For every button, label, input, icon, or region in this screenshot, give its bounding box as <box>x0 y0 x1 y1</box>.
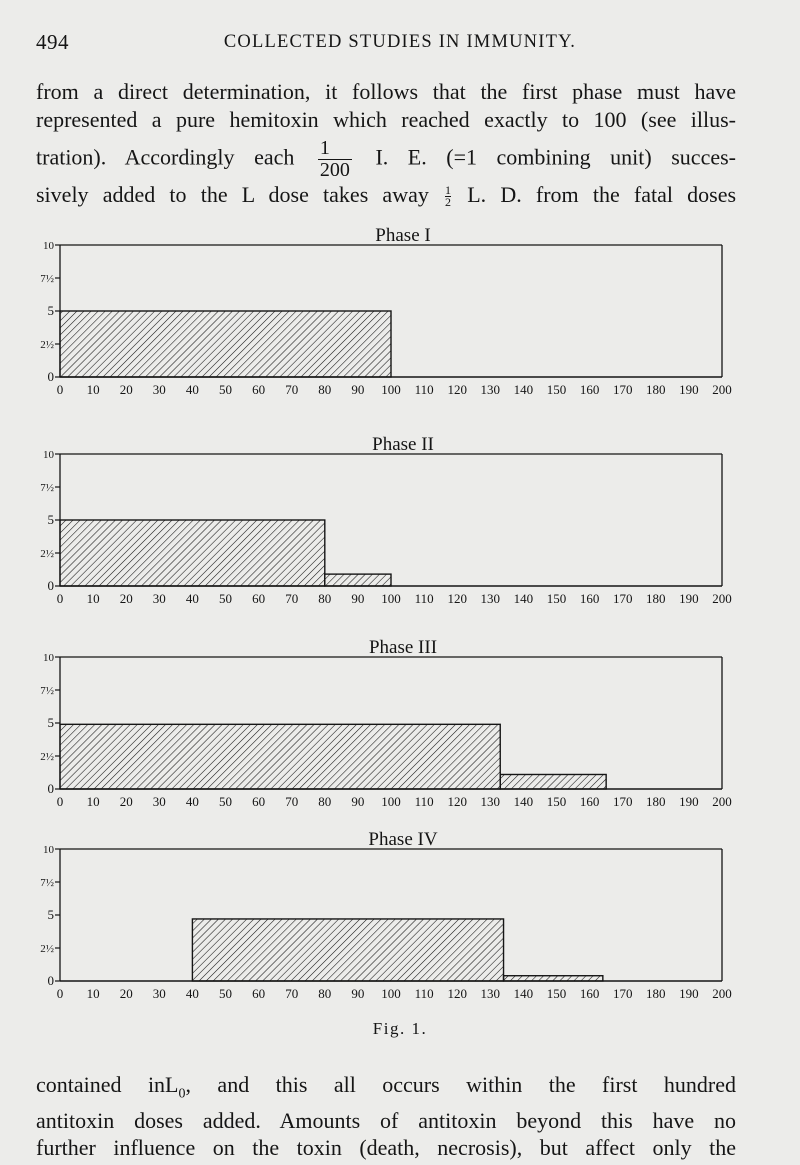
x-tick-label: 10 <box>86 986 100 1001</box>
x-tick-label: 130 <box>480 794 501 809</box>
x-tick-label: 100 <box>381 591 401 606</box>
x-tick-label: 20 <box>119 382 133 397</box>
y-tick-label: 2½ <box>40 943 54 955</box>
x-tick-label: 160 <box>579 382 600 397</box>
x-tick-label: 200 <box>712 986 732 1001</box>
x-tick-label: 180 <box>646 986 666 1001</box>
x-tick-label: 30 <box>152 382 166 397</box>
x-tick-label: 60 <box>252 591 266 606</box>
x-tick-label: 0 <box>56 382 64 397</box>
text-segment: I. E. (=1 combining unit) succes- <box>375 144 736 170</box>
top-paragraph <box>36 78 736 209</box>
text-segment: , and this all occurs within the first hundred <box>185 1072 736 1097</box>
x-tick-label: 170 <box>612 382 633 397</box>
x-tick-label: 0 <box>56 591 64 606</box>
x-tick-label: 0 <box>56 794 64 809</box>
x-tick-label: 70 <box>285 591 299 606</box>
chart-title: Phase III <box>368 637 438 658</box>
hatched-bar-segment <box>192 919 503 981</box>
x-tick-label: 190 <box>679 591 699 606</box>
half-fraction <box>445 185 451 208</box>
x-tick-label: 80 <box>318 591 332 606</box>
x-tick-label: 160 <box>579 794 600 809</box>
x-tick-label: 20 <box>119 794 133 809</box>
chart-title: Phase IV <box>368 829 438 850</box>
phase-chart <box>40 434 732 606</box>
y-tick-label: 0 <box>47 578 54 593</box>
y-tick-label: 10 <box>43 449 54 461</box>
running-title: COLLECTED STUDIES IN IMMUNITY. <box>223 32 577 52</box>
x-tick-label: 60 <box>252 382 266 397</box>
x-tick-label: 80 <box>318 382 332 397</box>
y-tick-label: 5 <box>47 303 54 318</box>
x-tick-label: 190 <box>679 986 699 1001</box>
x-tick-label: 140 <box>513 986 534 1001</box>
x-tick-label: 120 <box>447 382 467 397</box>
page-number: 494 <box>36 30 69 54</box>
y-tick-label: 7½ <box>40 273 54 285</box>
x-tick-label: 90 <box>351 591 365 606</box>
x-tick-label: 100 <box>381 986 401 1001</box>
x-tick-label: 30 <box>152 986 166 1001</box>
x-tick-label: 40 <box>185 986 199 1001</box>
y-tick-label: 2½ <box>40 339 54 351</box>
x-tick-label: 140 <box>513 794 534 809</box>
x-tick-label: 40 <box>185 794 199 809</box>
x-tick-label: 70 <box>285 794 299 809</box>
x-tick-label: 160 <box>579 986 600 1001</box>
y-tick-label: 10 <box>43 240 54 252</box>
y-tick-label: 5 <box>47 715 54 730</box>
chart-title: Phase II <box>372 434 434 455</box>
x-tick-label: 20 <box>119 591 133 606</box>
x-tick-label: 50 <box>219 591 232 606</box>
x-tick-label: 60 <box>252 986 266 1001</box>
x-tick-label: 120 <box>447 986 467 1001</box>
x-tick-label: 30 <box>152 794 166 809</box>
x-tick-label: 150 <box>546 591 567 606</box>
x-tick-label: 150 <box>546 382 567 397</box>
x-tick-label: 110 <box>414 986 434 1001</box>
x-tick-label: 100 <box>381 794 401 809</box>
x-tick-label: 70 <box>285 986 299 1001</box>
hatched-bar-segment <box>60 520 325 586</box>
x-tick-label: 40 <box>185 382 199 397</box>
fraction <box>318 138 352 181</box>
x-tick-label: 180 <box>646 591 666 606</box>
x-tick-label: 190 <box>679 794 699 809</box>
x-tick-label: 50 <box>219 382 232 397</box>
y-tick-label: 10 <box>43 844 54 856</box>
y-tick-label: 7½ <box>40 482 54 494</box>
x-tick-label: 140 <box>513 591 534 606</box>
half-denominator: 2 <box>445 195 452 210</box>
running-head <box>36 30 764 56</box>
x-tick-label: 10 <box>86 591 100 606</box>
figure-caption: Fig. 1. <box>372 1019 428 1038</box>
text-line: antitoxin doses added. Amounts of antitoxin beyond this have no <box>36 1108 736 1134</box>
bottom-paragraph <box>36 1071 736 1161</box>
half-numerator: 1 <box>445 183 452 198</box>
x-tick-label: 10 <box>86 794 100 809</box>
x-tick-label: 90 <box>351 986 365 1001</box>
x-tick-label: 160 <box>579 591 600 606</box>
x-tick-label: 200 <box>712 794 732 809</box>
x-tick-label: 200 <box>712 382 732 397</box>
phase-chart <box>40 225 732 397</box>
text-segment: L. D. from the fatal doses <box>467 182 737 207</box>
x-tick-label: 30 <box>152 591 166 606</box>
text-segment: tration). Accordingly each <box>36 144 295 170</box>
x-tick-label: 180 <box>646 382 666 397</box>
hatched-bar-segment <box>325 574 391 586</box>
x-tick-label: 150 <box>546 794 567 809</box>
x-tick-label: 140 <box>513 382 534 397</box>
x-tick-label: 90 <box>351 382 365 397</box>
x-tick-label: 90 <box>351 794 365 809</box>
x-tick-label: 170 <box>612 794 633 809</box>
y-tick-label: 0 <box>47 973 54 988</box>
x-tick-label: 80 <box>318 794 332 809</box>
x-tick-label: 0 <box>56 986 64 1001</box>
phase-chart <box>40 637 732 809</box>
y-tick-label: 2½ <box>40 548 54 560</box>
text-line-with-half <box>36 181 736 209</box>
y-tick-label: 10 <box>43 652 54 664</box>
x-tick-label: 60 <box>252 794 266 809</box>
x-tick-label: 130 <box>480 382 501 397</box>
x-tick-label: 190 <box>679 382 699 397</box>
text-line-with-fraction <box>36 138 736 181</box>
text-line: represented a pure hemitoxin which reached exactly to 100 (see illus- <box>36 107 736 132</box>
x-tick-label: 130 <box>480 591 501 606</box>
x-tick-label: 110 <box>414 382 434 397</box>
x-tick-label: 120 <box>447 794 467 809</box>
text-line-with-subscript <box>36 1071 736 1107</box>
hatched-bar-segment <box>500 774 606 789</box>
x-tick-label: 200 <box>712 591 732 606</box>
x-tick-label: 70 <box>285 382 299 397</box>
x-tick-label: 170 <box>612 986 633 1001</box>
x-tick-label: 40 <box>185 591 199 606</box>
subscript: 0 <box>178 1086 186 1102</box>
text-segment: sively added to the L dose takes away <box>36 182 429 207</box>
x-tick-label: 110 <box>414 794 434 809</box>
y-tick-label: 7½ <box>40 685 54 697</box>
y-tick-label: 2½ <box>40 751 54 763</box>
x-tick-label: 100 <box>381 382 401 397</box>
fraction-denominator: 200 <box>319 159 350 181</box>
y-tick-label: 0 <box>47 781 54 796</box>
x-tick-label: 10 <box>86 382 100 397</box>
x-tick-label: 150 <box>546 986 567 1001</box>
x-tick-label: 50 <box>219 794 232 809</box>
x-tick-label: 50 <box>219 986 232 1001</box>
figure-phase-charts <box>0 225 800 1025</box>
x-tick-label: 80 <box>318 986 332 1001</box>
text-line: from a direct determination, it follows that the first phase must have <box>36 79 736 104</box>
y-tick-label: 5 <box>47 512 54 527</box>
x-tick-label: 170 <box>612 591 633 606</box>
fraction-numerator: 1 <box>318 138 352 160</box>
x-tick-label: 180 <box>646 794 666 809</box>
x-tick-label: 120 <box>447 591 467 606</box>
chart-title: Phase I <box>375 225 431 246</box>
hatched-bar-segment <box>504 976 603 981</box>
x-tick-label: 20 <box>119 986 133 1001</box>
text-segment: contained inL <box>36 1072 179 1097</box>
y-tick-label: 5 <box>47 907 54 922</box>
y-tick-label: 7½ <box>40 877 54 889</box>
text-line: further influence on the toxin (death, necrosis), but affect only the <box>36 1135 736 1161</box>
phase-chart <box>40 829 732 1001</box>
y-tick-label: 0 <box>47 369 54 384</box>
x-tick-label: 130 <box>480 986 501 1001</box>
hatched-bar-segment <box>60 311 391 377</box>
x-tick-label: 110 <box>414 591 434 606</box>
hatched-bar-segment <box>60 724 500 789</box>
